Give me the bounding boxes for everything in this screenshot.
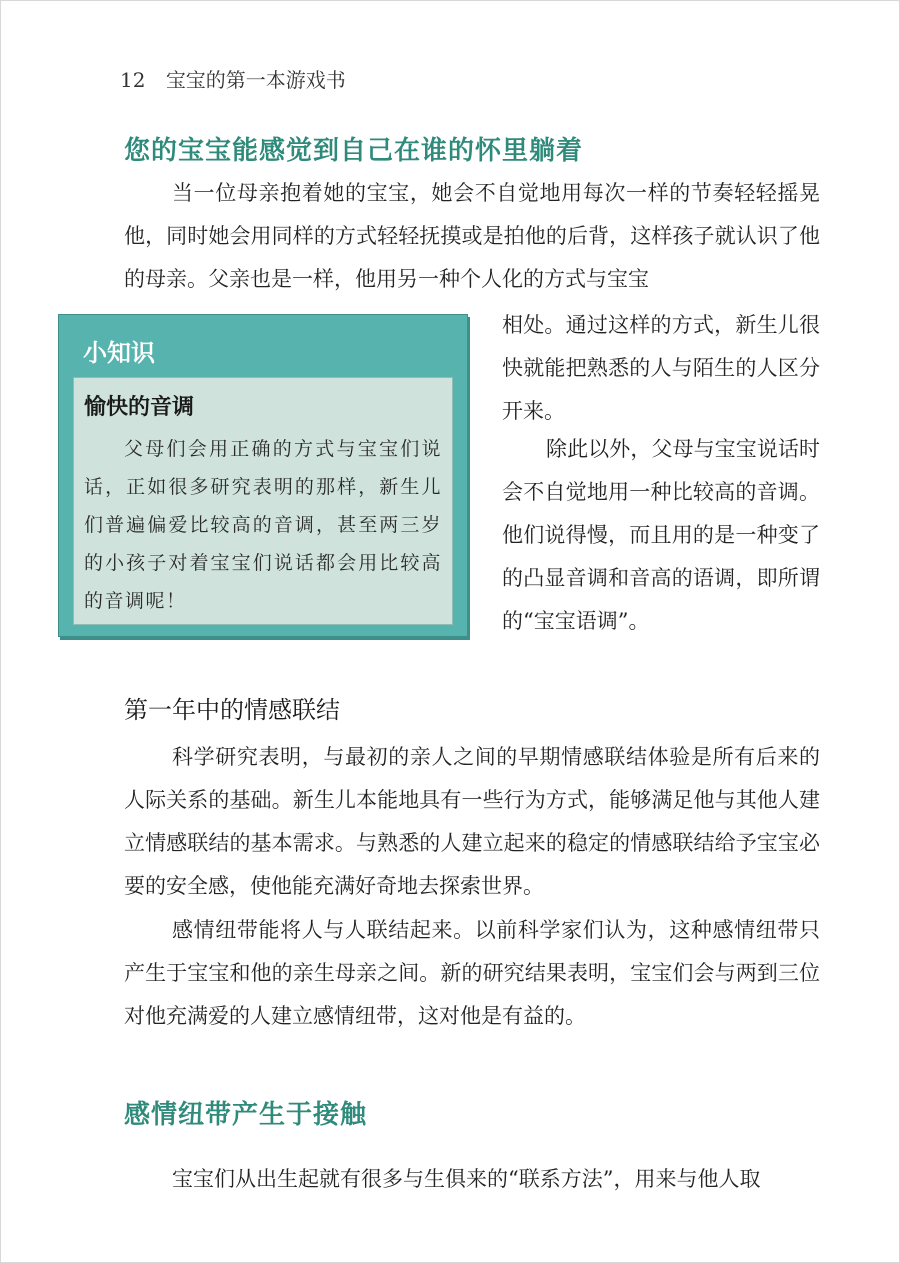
page-number: 12: [120, 68, 146, 92]
paragraph-5: 宝宝们从出生起就有很多与生俱来的“联系方法”，用来与他人取: [172, 1167, 761, 1191]
tip-body: 父母们会用正确的方式与宝宝们说话，正如很多研究表明的那样，新生儿们普遍偏爱比较高的音调，甚至两三岁的小孩子对着宝宝们说话都会用比较高的音调呢！: [84, 438, 442, 612]
running-header: [120, 64, 346, 93]
book-title: 宝宝的第一本游戏书: [165, 68, 346, 92]
section-heading-3: 感情纽带产生于接触: [124, 1100, 368, 1130]
tip-content-panel: [73, 377, 453, 625]
section-heading-1: 您的宝宝能感觉到自己在谁的怀里躺着: [124, 136, 584, 166]
paragraph-3: 科学研究表明，与最初的亲人之间的早期情感联结体验是所有后来的人际关系的基础。新生儿本能地具有一些行为方式，能够满足他与其他人建立情感联结的基本需求。与熟悉的人建立起来的稳定的情感联结给予宝宝必要的安全感，使他能充满好奇地去探索世界。: [124, 745, 820, 898]
tip-subtitle: 愉快的音调: [84, 395, 195, 420]
section-heading-2: 第一年中的情感联结: [124, 696, 340, 724]
paragraph-4: 感情纽带能将人与人联结起来。以前科学家们认为，这种感情纽带只产生于宝宝和他的亲生母亲之间。新的研究结果表明，宝宝们会与两到三位对他充满爱的人建立感情纽带，这对他是有益的。: [124, 918, 820, 1028]
paragraph-1: 当一位母亲抱着她的宝宝，她会不自觉地用每次一样的节奏轻轻摇晃他，同时她会用同样的方式轻轻抚摸或是拍他的后背，这样孩子就认识了他的母亲。父亲也是一样，他用另一种个人化的方式与宝宝: [124, 181, 820, 291]
paragraph-1-continued: 相处。通过这样的方式，新生儿很快就能把熟悉的人与陌生的人区分开来。: [502, 313, 820, 423]
paragraph-2: 除此以外，父母与宝宝说话时会不自觉地用一种比较高的音调。他们说得慢，而且用的是一种变了的凸显音调和音高的语调，即所谓的“宝宝语调”。: [502, 437, 820, 633]
tip-title: 小知识: [83, 339, 155, 367]
tip-box: [58, 314, 468, 637]
